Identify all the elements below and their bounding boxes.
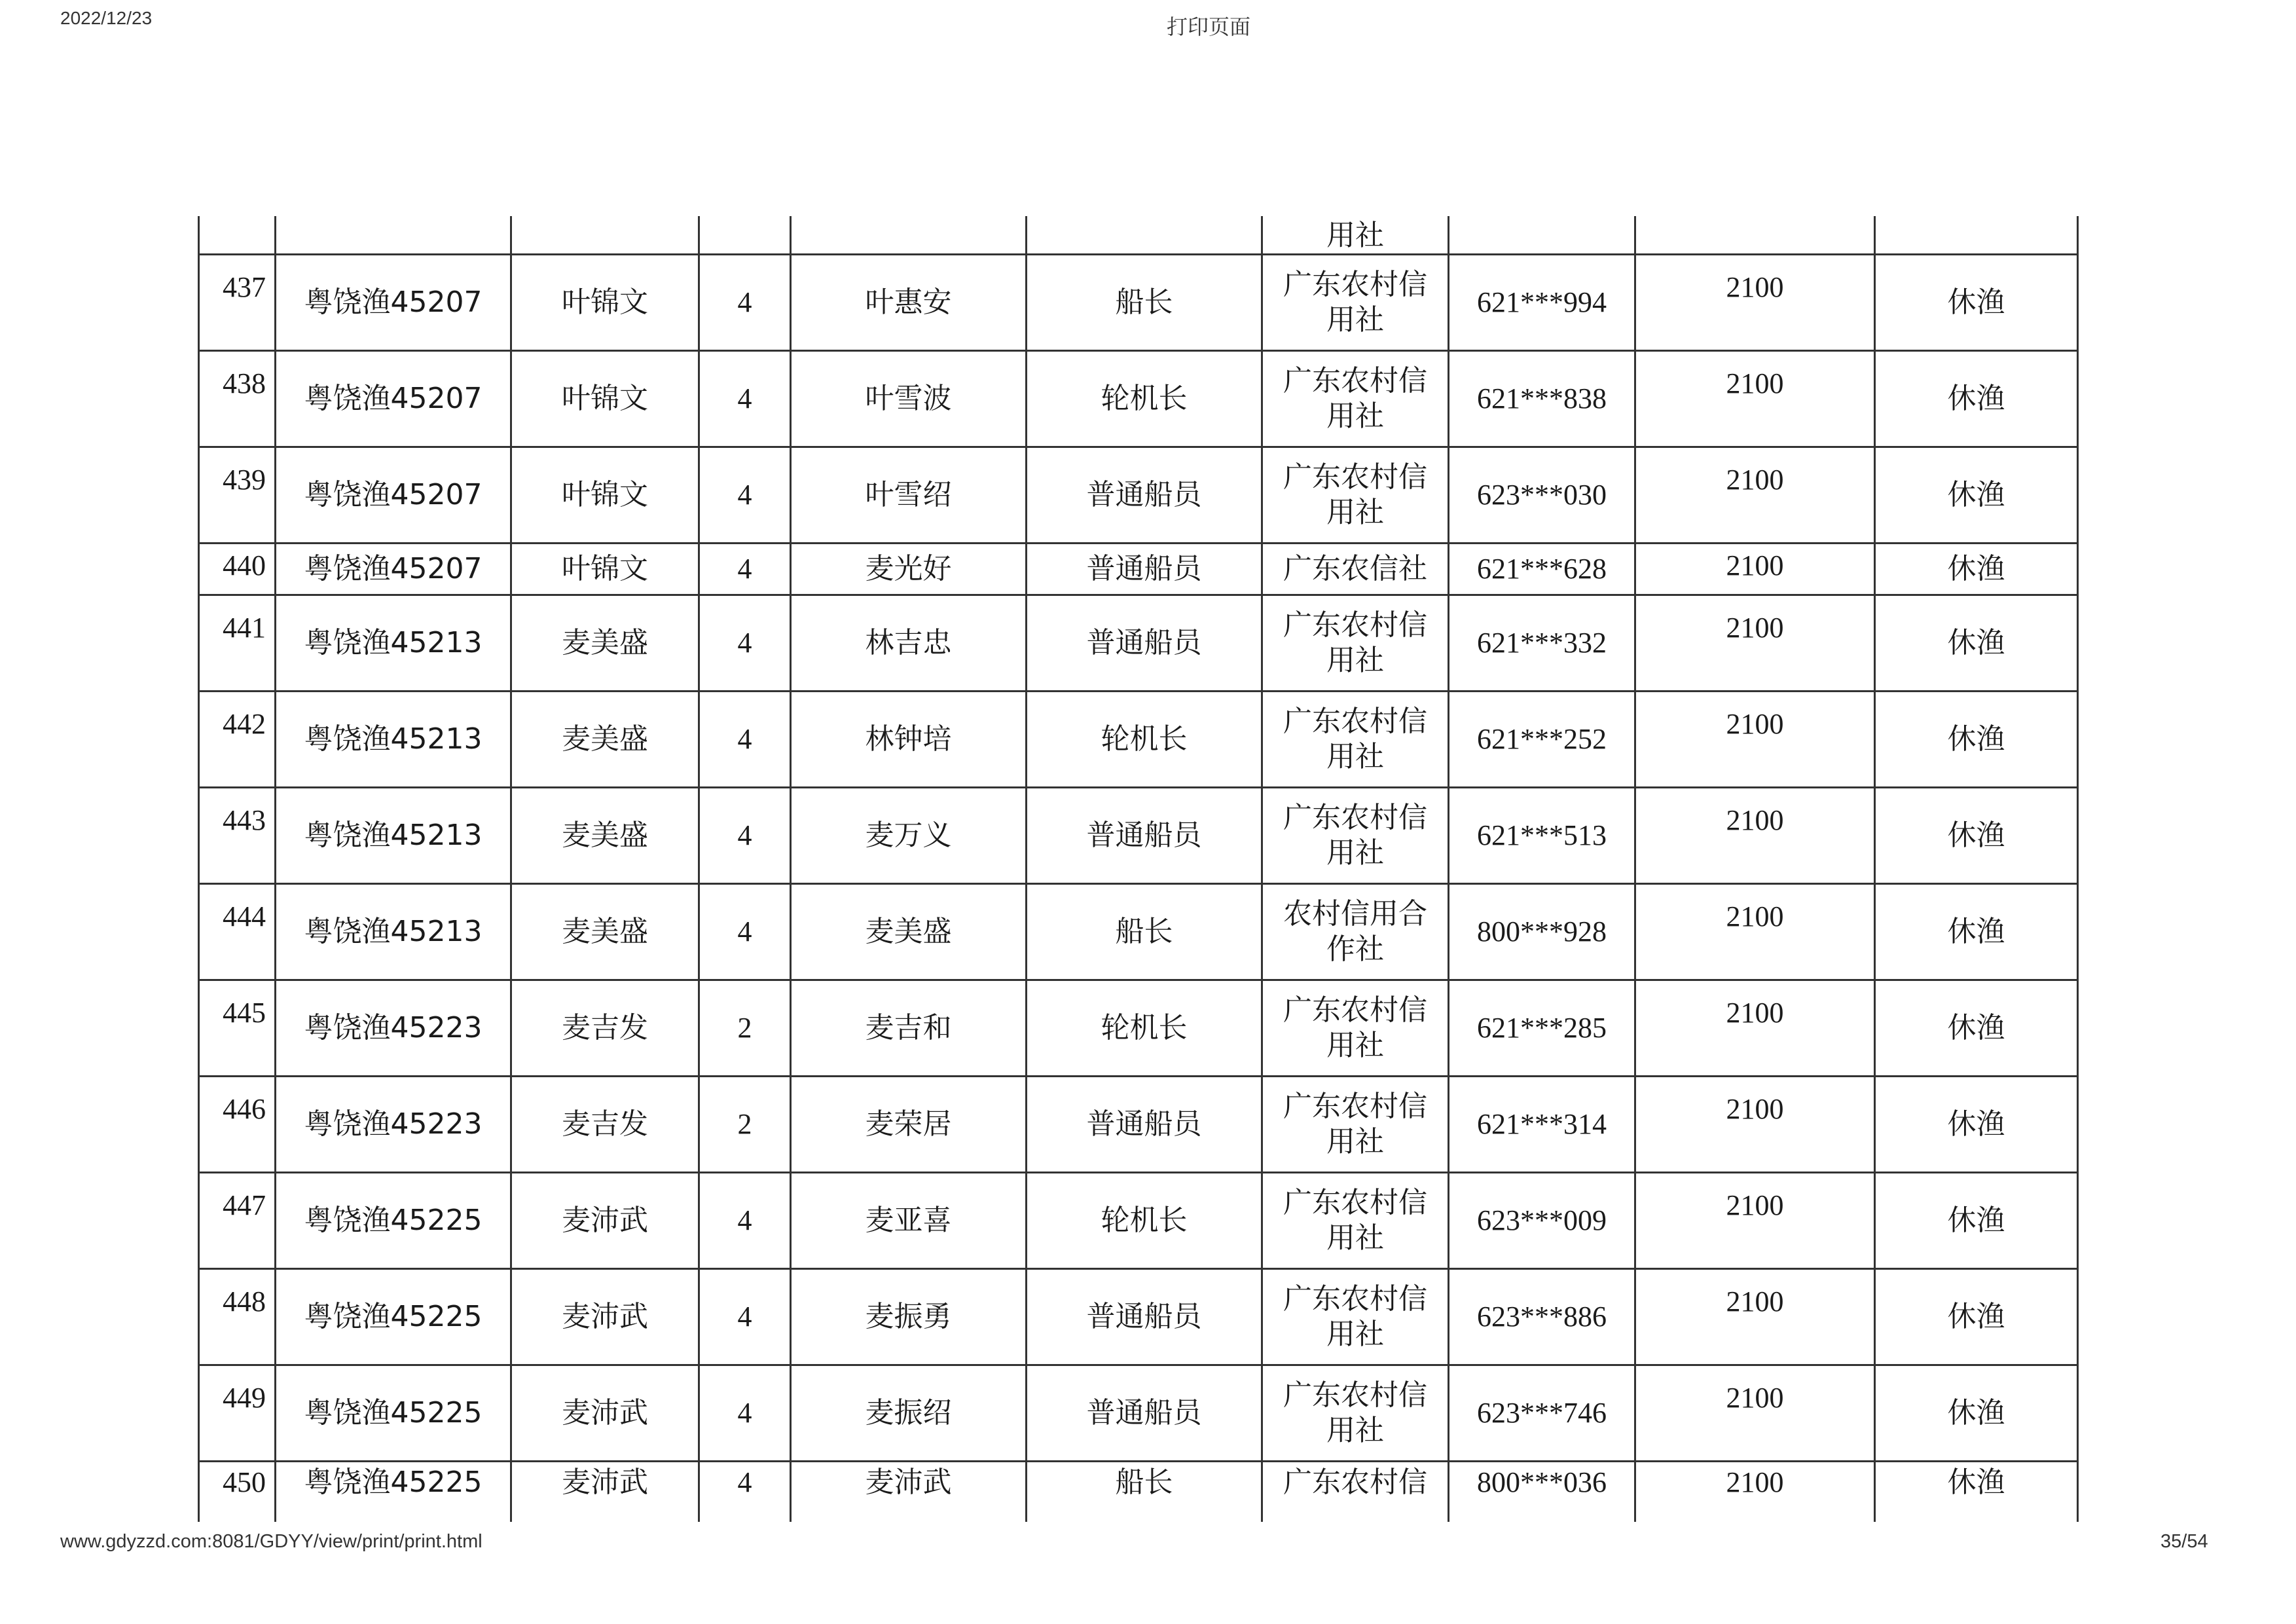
cell-role: 轮机长 <box>1027 980 1262 1077</box>
cell-index: 444 <box>199 884 276 980</box>
cell-vessel: 粤饶渔45213 <box>276 884 511 980</box>
cell-status: 休渔 <box>1875 884 2078 980</box>
cell-vessel: 粤饶渔45225 <box>276 1462 511 1522</box>
cell-bank <box>1262 255 1449 351</box>
cell-status: 休渔 <box>1875 1462 2078 1522</box>
cell-crew-count: 4 <box>699 447 791 544</box>
cell-status: 休渔 <box>1875 595 2078 692</box>
cell-index: 449 <box>199 1365 276 1462</box>
bank-line: 广东农村信 <box>1283 993 1427 1027</box>
table-body <box>199 216 2078 1522</box>
bank-line: 用社 <box>1326 1221 1384 1255</box>
table-row <box>199 692 2078 788</box>
bank-line: 广东农村信 <box>1283 1186 1427 1219</box>
cell-account: 800***928 <box>1449 884 1635 980</box>
cell-crew-name: 林钟培 <box>791 692 1027 788</box>
cell-bank <box>1262 1269 1449 1365</box>
cell-index: 442 <box>199 692 276 788</box>
cell-crew-count: 4 <box>699 884 791 980</box>
table-row <box>199 595 2078 692</box>
table-row <box>199 788 2078 884</box>
cell-owner: 麦美盛 <box>511 884 699 980</box>
cell-crew-name: 麦光好 <box>791 544 1027 595</box>
bank-line: 广东农村信 <box>1283 608 1427 642</box>
cell-bank <box>1262 1462 1449 1522</box>
table-row <box>199 447 2078 544</box>
cell-status: 休渔 <box>1875 1269 2078 1365</box>
cell-index: 448 <box>199 1269 276 1365</box>
bank-line: 广东农村信 <box>1283 460 1427 494</box>
bank-line: 用社 <box>1326 1125 1384 1158</box>
cell-status: 休渔 <box>1875 1365 2078 1462</box>
bank-line: 广东农村信 <box>1283 801 1427 834</box>
cell-owner: 麦沛武 <box>511 1269 699 1365</box>
cell-index: 441 <box>199 595 276 692</box>
cell-vessel: 粤饶渔45223 <box>276 1077 511 1173</box>
bank-line: 广东农村信 <box>1283 268 1427 301</box>
table-row <box>199 351 2078 447</box>
cell-status: 休渔 <box>1875 447 2078 544</box>
cell-crew-name: 麦亚喜 <box>791 1173 1027 1269</box>
crew-subsidy-table <box>198 216 2079 1522</box>
table-row <box>199 1269 2078 1365</box>
cell-vessel: 粤饶渔45225 <box>276 1365 511 1462</box>
cell-account: 621***332 <box>1449 595 1635 692</box>
cell-amount: 2100 <box>1635 1269 1875 1365</box>
cell-index: 437 <box>199 255 276 351</box>
cell-owner: 麦沛武 <box>511 1462 699 1522</box>
cell-owner: 麦美盛 <box>511 788 699 884</box>
cell-account: 621***838 <box>1449 351 1635 447</box>
cell-crew-name: 麦振勇 <box>791 1269 1027 1365</box>
cell-empty <box>1875 216 2078 255</box>
bank-line: 用社 <box>1326 644 1384 677</box>
cell-amount: 2100 <box>1635 980 1875 1077</box>
bank-line: 广东农村信 <box>1283 705 1427 738</box>
cell-amount: 2100 <box>1635 788 1875 884</box>
cell-status: 休渔 <box>1875 1077 2078 1173</box>
bank-line: 用社 <box>1326 836 1384 870</box>
table-row <box>199 1365 2078 1462</box>
cell-empty <box>276 216 511 255</box>
cell-crew-name: 林吉忠 <box>791 595 1027 692</box>
cell-account: 800***036 <box>1449 1462 1635 1522</box>
cell-index: 438 <box>199 351 276 447</box>
cell-bank <box>1262 980 1449 1077</box>
cell-bank <box>1262 1365 1449 1462</box>
bank-line: 作社 <box>1326 932 1384 966</box>
bank-line: 广东农村信 <box>1283 1282 1427 1316</box>
bank-line: 用社 <box>1326 1414 1384 1447</box>
print-date: 2022/12/23 <box>60 8 153 28</box>
cell-account: 623***746 <box>1449 1365 1635 1462</box>
bank-line: 广东农村信 <box>1283 1466 1427 1499</box>
cell-crew-count: 4 <box>699 1173 791 1269</box>
cell-role: 普通船员 <box>1027 1269 1262 1365</box>
bank-line: 用社 <box>1326 1029 1384 1062</box>
cell-crew-count: 4 <box>699 1269 791 1365</box>
cell-role: 普通船员 <box>1027 595 1262 692</box>
cell-role: 普通船员 <box>1027 1077 1262 1173</box>
cell-amount: 2100 <box>1635 351 1875 447</box>
cell-crew-name: 麦美盛 <box>791 884 1027 980</box>
cell-owner: 叶锦文 <box>511 544 699 595</box>
cell-status: 休渔 <box>1875 788 2078 884</box>
footer-url: www.gdyzzd.com:8081/GDYY/view/print/print.html <box>60 1531 483 1552</box>
bank-line: 广东农信社 <box>1283 552 1427 585</box>
cell-account: 621***994 <box>1449 255 1635 351</box>
cell-index: 446 <box>199 1077 276 1173</box>
bank-line: 用社 <box>1326 740 1384 773</box>
cell-amount: 2100 <box>1635 884 1875 980</box>
cell-crew-count: 4 <box>699 351 791 447</box>
cell-owner: 麦美盛 <box>511 595 699 692</box>
cell-account: 623***009 <box>1449 1173 1635 1269</box>
cell-vessel: 粤饶渔45225 <box>276 1269 511 1365</box>
cell-owner: 叶锦文 <box>511 447 699 544</box>
cell-empty <box>791 216 1027 255</box>
cell-vessel: 粤饶渔45207 <box>276 544 511 595</box>
cell-status: 休渔 <box>1875 544 2078 595</box>
cell-bank <box>1262 884 1449 980</box>
cell-owner: 麦吉发 <box>511 1077 699 1173</box>
bank-line: 用社 <box>1326 496 1384 529</box>
cell-account: 621***285 <box>1449 980 1635 1077</box>
cell-crew-count: 2 <box>699 980 791 1077</box>
cell-vessel: 粤饶渔45213 <box>276 595 511 692</box>
cell-owner: 叶锦文 <box>511 255 699 351</box>
bank-line: 用社 <box>1326 303 1384 337</box>
cell-bank <box>1262 544 1449 595</box>
bank-line: 用社 <box>1326 1318 1384 1351</box>
cell-bank <box>1262 1173 1449 1269</box>
cell-status: 休渔 <box>1875 351 2078 447</box>
cell-index: 447 <box>199 1173 276 1269</box>
cell-vessel: 粤饶渔45213 <box>276 788 511 884</box>
cell-vessel: 粤饶渔45223 <box>276 980 511 1077</box>
cell-bank <box>1262 595 1449 692</box>
cell-crew-count: 4 <box>699 1365 791 1462</box>
cell-role: 普通船员 <box>1027 447 1262 544</box>
cell-index: 439 <box>199 447 276 544</box>
cell-account: 621***513 <box>1449 788 1635 884</box>
cell-empty <box>1027 216 1262 255</box>
cell-crew-count: 4 <box>699 692 791 788</box>
cell-amount: 2100 <box>1635 255 1875 351</box>
cell-crew-name: 叶雪波 <box>791 351 1027 447</box>
cell-crew-count: 4 <box>699 788 791 884</box>
cell-crew-name: 麦万义 <box>791 788 1027 884</box>
cell-empty <box>699 216 791 255</box>
table-row <box>199 1173 2078 1269</box>
cell-crew-name: 麦荣居 <box>791 1077 1027 1173</box>
table-row <box>199 1462 2078 1522</box>
cell-role: 普通船员 <box>1027 788 1262 884</box>
cell-bank <box>1262 692 1449 788</box>
cell-amount: 2100 <box>1635 595 1875 692</box>
cell-amount: 2100 <box>1635 1077 1875 1173</box>
cell-role: 普通船员 <box>1027 544 1262 595</box>
cell-owner: 麦沛武 <box>511 1173 699 1269</box>
cell-status: 休渔 <box>1875 255 2078 351</box>
cell-amount: 2100 <box>1635 447 1875 544</box>
cell-index: 440 <box>199 544 276 595</box>
cell-bank <box>1262 788 1449 884</box>
table-row <box>199 980 2078 1077</box>
cell-role: 船长 <box>1027 884 1262 980</box>
cell-crew-count: 2 <box>699 1077 791 1173</box>
cell-crew-count: 4 <box>699 595 791 692</box>
cell-amount: 2100 <box>1635 544 1875 595</box>
cell-bank <box>1262 447 1449 544</box>
table-row <box>199 544 2078 595</box>
cell-vessel: 粤饶渔45207 <box>276 255 511 351</box>
cell-crew-name: 麦沛武 <box>791 1462 1027 1522</box>
cell-amount: 2100 <box>1635 1173 1875 1269</box>
cell-bank-continued: 用社 <box>1262 216 1449 255</box>
bank-line: 广东农村信 <box>1283 1090 1427 1123</box>
page-title: 打印页面 <box>1167 14 1251 39</box>
cell-role: 轮机长 <box>1027 1173 1262 1269</box>
cell-crew-name: 叶惠安 <box>791 255 1027 351</box>
cell-role: 轮机长 <box>1027 692 1262 788</box>
table-row-continued <box>199 216 2078 255</box>
cell-crew-count: 4 <box>699 544 791 595</box>
cell-owner: 麦美盛 <box>511 692 699 788</box>
cell-bank <box>1262 1077 1449 1173</box>
cell-account: 623***886 <box>1449 1269 1635 1365</box>
cell-index: 443 <box>199 788 276 884</box>
cell-account: 623***030 <box>1449 447 1635 544</box>
cell-account: 621***252 <box>1449 692 1635 788</box>
cell-vessel: 粤饶渔45207 <box>276 447 511 544</box>
cell-empty <box>511 216 699 255</box>
cell-crew-count: 4 <box>699 255 791 351</box>
cell-empty <box>1635 216 1875 255</box>
cell-crew-count: 4 <box>699 1462 791 1522</box>
cell-bank <box>1262 351 1449 447</box>
cell-index: 450 <box>199 1462 276 1522</box>
bank-line: 广东农村信 <box>1283 364 1427 397</box>
cell-account: 621***628 <box>1449 544 1635 595</box>
table-row <box>199 884 2078 980</box>
cell-vessel: 粤饶渔45207 <box>276 351 511 447</box>
cell-amount: 2100 <box>1635 692 1875 788</box>
cell-amount: 2100 <box>1635 1462 1875 1522</box>
cell-crew-name: 麦吉和 <box>791 980 1027 1077</box>
cell-empty <box>199 216 276 255</box>
cell-account: 621***314 <box>1449 1077 1635 1173</box>
cell-amount: 2100 <box>1635 1365 1875 1462</box>
cell-crew-name: 叶雪绍 <box>791 447 1027 544</box>
cell-crew-name: 麦振绍 <box>791 1365 1027 1462</box>
cell-owner: 麦吉发 <box>511 980 699 1077</box>
bank-line: 用社 <box>1326 399 1384 433</box>
page-number: 35/54 <box>2160 1531 2208 1552</box>
bank-line: 广东农村信 <box>1283 1378 1427 1412</box>
table-row <box>199 1077 2078 1173</box>
cell-index: 445 <box>199 980 276 1077</box>
bank-line: 农村信用合 <box>1283 897 1427 931</box>
cell-status: 休渔 <box>1875 692 2078 788</box>
cell-owner: 麦沛武 <box>511 1365 699 1462</box>
cell-vessel: 粤饶渔45213 <box>276 692 511 788</box>
cell-status: 休渔 <box>1875 1173 2078 1269</box>
cell-owner: 叶锦文 <box>511 351 699 447</box>
cell-vessel: 粤饶渔45225 <box>276 1173 511 1269</box>
cell-status: 休渔 <box>1875 980 2078 1077</box>
cell-role: 普通船员 <box>1027 1365 1262 1462</box>
cell-role: 船长 <box>1027 255 1262 351</box>
cell-role: 船长 <box>1027 1462 1262 1522</box>
cell-empty <box>1449 216 1635 255</box>
table-row <box>199 255 2078 351</box>
cell-role: 轮机长 <box>1027 351 1262 447</box>
